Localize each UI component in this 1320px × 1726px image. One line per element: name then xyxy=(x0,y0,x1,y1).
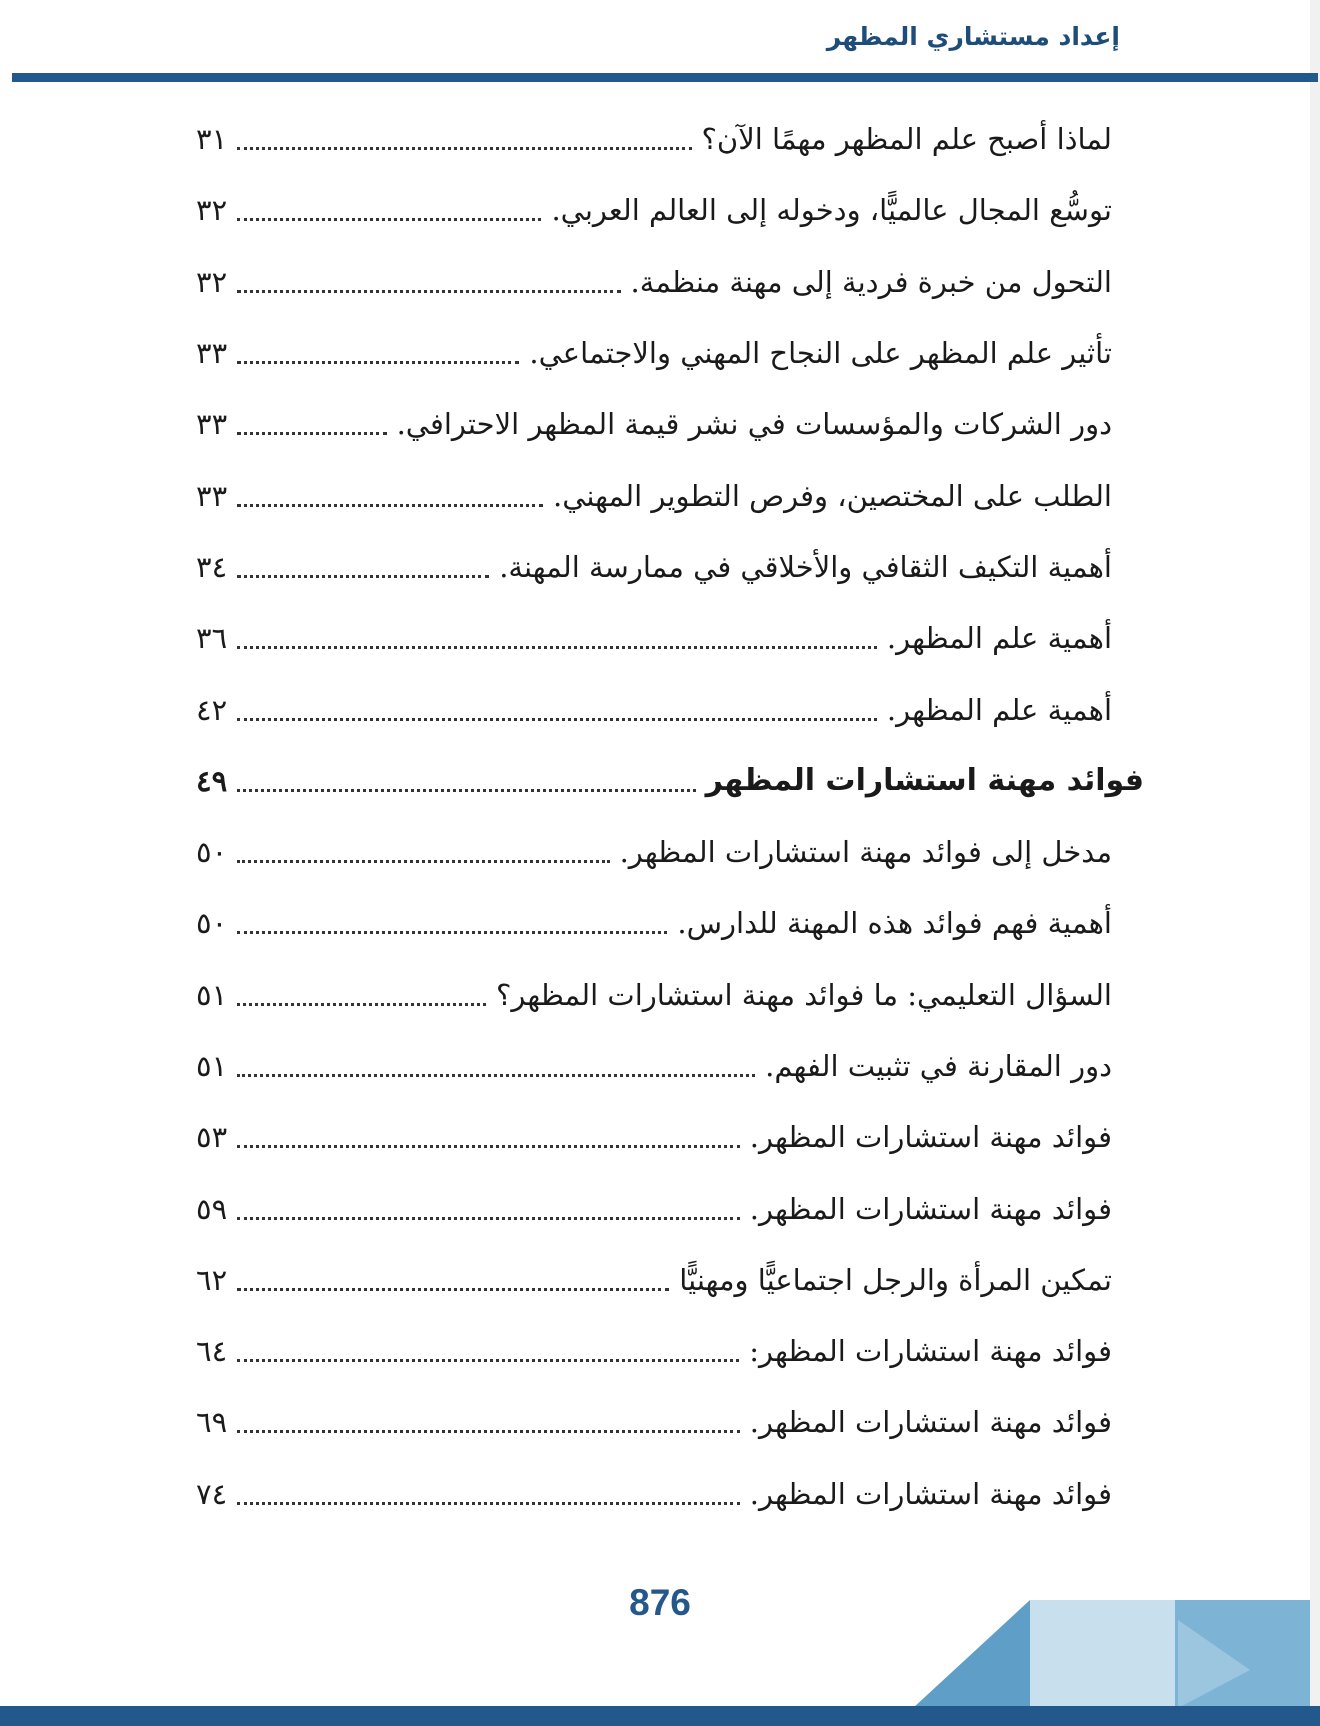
toc-entry-title: تأثير علم المظهر على النجاح المهني والاجتماعي. xyxy=(529,336,1112,371)
toc-entry-page: ٣١ xyxy=(196,122,228,157)
dot-leader xyxy=(237,432,386,435)
toc-entry-page: ٣٢ xyxy=(196,264,228,299)
dot-leader xyxy=(237,218,541,221)
toc-entry-page: ٣٦ xyxy=(196,621,228,656)
toc-entry-title: لماذا أصبح علم المظهر مهمًا الآن؟ xyxy=(701,122,1112,157)
toc-entry-page: ٤٩ xyxy=(196,763,228,798)
dot-leader xyxy=(237,1074,755,1077)
header-rule xyxy=(12,73,1318,82)
toc-entry-page: ٧٤ xyxy=(196,1476,228,1511)
dot-leader xyxy=(237,147,691,150)
dot-leader xyxy=(237,931,667,934)
dot-leader xyxy=(237,718,877,721)
toc-entry-title: فوائد مهنة استشارات المظهر. xyxy=(749,1191,1112,1226)
dot-leader xyxy=(237,1359,739,1362)
toc-entry[interactable] xyxy=(196,104,1112,175)
toc-entry[interactable] xyxy=(196,389,1112,460)
toc-entry-title: دور المقارنة في تثبيت الفهم. xyxy=(765,1049,1112,1083)
toc-entry[interactable] xyxy=(196,1245,1112,1316)
toc-entry[interactable] xyxy=(196,817,1112,888)
toc-entry-page: ٣٣ xyxy=(196,478,228,513)
toc-entry-page: ٣٣ xyxy=(196,407,228,442)
toc-entry-title: فوائد مهنة استشارات المظهر xyxy=(705,763,1144,799)
toc-entry-title: أهمية علم المظهر. xyxy=(886,692,1112,727)
toc-entry-title: فوائد مهنة استشارات المظهر. xyxy=(749,1476,1112,1511)
toc-entry[interactable] xyxy=(196,532,1112,603)
dot-leader xyxy=(237,789,695,792)
footer-decoration xyxy=(0,1590,1320,1726)
toc-entry-page: ٥٠ xyxy=(196,906,228,941)
toc-entry[interactable] xyxy=(196,1316,1112,1387)
toc-entry[interactable] xyxy=(196,888,1112,959)
toc-entry-page: ٥١ xyxy=(196,1049,228,1083)
dot-leader xyxy=(237,361,519,364)
toc-entry[interactable] xyxy=(196,1031,1112,1102)
toc-entry-title: تمكين المرأة والرجل اجتماعيًّا ومهنيًّا xyxy=(679,1262,1112,1297)
page-number: 876 xyxy=(629,1582,691,1623)
table-of-contents xyxy=(196,104,1144,1530)
toc-entry-page: ٥٣ xyxy=(196,1120,228,1155)
toc-entry-page: ٣٤ xyxy=(196,549,228,584)
toc-entry-title: دور الشركات والمؤسسات في نشر قيمة المظهر الاحترافي. xyxy=(396,407,1112,442)
toc-entry[interactable] xyxy=(196,1387,1112,1458)
dot-leader xyxy=(237,575,489,578)
toc-entry[interactable] xyxy=(196,175,1112,246)
page-header xyxy=(0,0,1320,84)
toc-entry-title: أهمية فهم فوائد هذه المهنة للدارس. xyxy=(677,906,1112,941)
toc-entry[interactable] xyxy=(196,318,1112,389)
footer-panel-pale xyxy=(1030,1600,1175,1720)
page-edge xyxy=(1310,0,1320,1726)
toc-entry[interactable] xyxy=(196,1173,1112,1244)
dot-leader xyxy=(237,290,620,293)
toc-entry-page: ٣٢ xyxy=(196,193,228,228)
toc-entry-title: فوائد مهنة استشارات المظهر. xyxy=(749,1405,1112,1440)
toc-section-heading[interactable] xyxy=(196,746,1144,817)
footer-triangle-dark xyxy=(900,1600,1030,1720)
toc-entry-title: فوائد مهنة استشارات المظهر. xyxy=(749,1120,1112,1155)
toc-entry[interactable] xyxy=(196,674,1112,745)
dot-leader xyxy=(237,1003,486,1006)
toc-entry[interactable] xyxy=(196,460,1112,531)
book-title: إعداد مستشاري المظهر xyxy=(826,22,1120,51)
toc-entry-page: ٥٩ xyxy=(196,1191,228,1226)
toc-entry-page: ٤٢ xyxy=(196,692,228,727)
dot-leader xyxy=(237,504,543,507)
toc-entry-title: الطلب على المختصين، وفرص التطوير المهني. xyxy=(553,478,1112,513)
toc-entry-page: ٦٢ xyxy=(196,1262,228,1297)
toc-entry-title: مدخل إلى فوائد مهنة استشارات المظهر. xyxy=(619,835,1112,870)
toc-entry-page: ٥٠ xyxy=(196,835,228,870)
toc-entry[interactable] xyxy=(196,247,1112,318)
toc-entry-title: أهمية التكيف الثقافي والأخلاقي في ممارسة المهنة. xyxy=(499,549,1112,584)
dot-leader xyxy=(237,1502,740,1505)
toc-entry-title: السؤال التعليمي: ما فوائد مهنة استشارات المظهر؟ xyxy=(495,977,1112,1012)
dot-leader xyxy=(237,1288,669,1291)
toc-entry-page: ٦٤ xyxy=(196,1334,228,1369)
toc-entry-title: فوائد مهنة استشارات المظهر: xyxy=(749,1334,1112,1369)
toc-entry[interactable] xyxy=(196,960,1112,1031)
dot-leader xyxy=(237,646,877,649)
toc-entry-title: أهمية علم المظهر. xyxy=(886,621,1112,656)
toc-entry-page: ٦٩ xyxy=(196,1405,228,1440)
dot-leader xyxy=(237,1430,740,1433)
toc-entry-title: التحول من خبرة فردية إلى مهنة منظمة. xyxy=(630,264,1112,299)
footer-bar xyxy=(0,1706,1320,1726)
toc-entry[interactable] xyxy=(196,1102,1112,1173)
toc-entry-page: ٥١ xyxy=(196,977,228,1012)
toc-entry[interactable] xyxy=(196,603,1112,674)
toc-entry-title: توسُّع المجال عالميًّا، ودخوله إلى العالم العربي. xyxy=(551,193,1112,228)
dot-leader xyxy=(237,1217,740,1220)
toc-entry[interactable] xyxy=(196,1459,1112,1530)
dot-leader xyxy=(237,1145,740,1148)
dot-leader xyxy=(237,860,609,863)
toc-entry-page: ٣٣ xyxy=(196,336,228,371)
